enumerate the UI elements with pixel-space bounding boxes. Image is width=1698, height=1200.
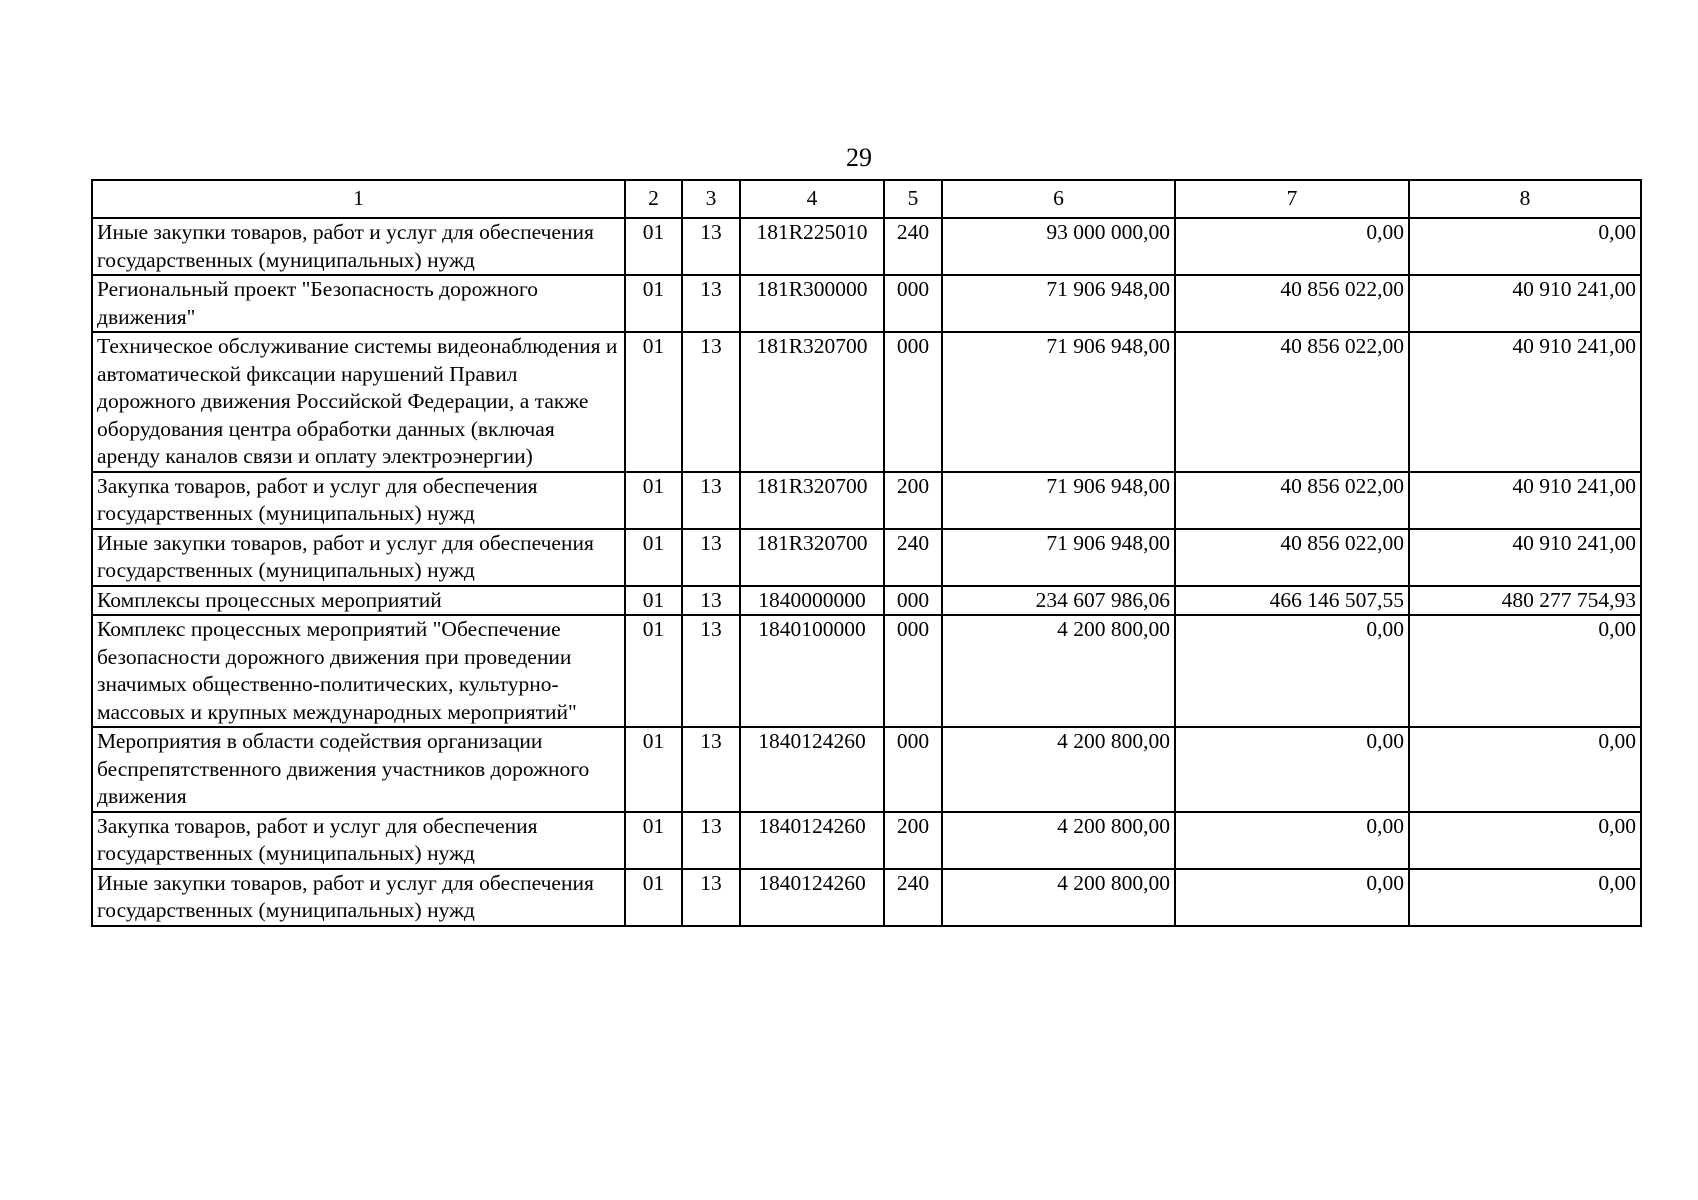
cell-expense-type: 000 [884, 727, 942, 812]
table-row [92, 869, 1641, 926]
cell-amount-col-8: 40 910 241,00 [1409, 472, 1641, 529]
cell-subsection: 13 [682, 275, 740, 332]
table-row [92, 275, 1641, 332]
header-col-3: 3 [682, 180, 740, 218]
cell-target-article: 1840000000 [740, 586, 884, 616]
row-name: Закупка товаров, работ и услуг для обеспечения государственных (муниципальных) нужд [92, 812, 625, 869]
cell-amount-col-8: 40 910 241,00 [1409, 275, 1641, 332]
cell-amount-col-8: 0,00 [1409, 727, 1641, 812]
cell-section: 01 [625, 472, 682, 529]
cell-expense-type: 240 [884, 529, 942, 586]
cell-target-article: 181R225010 [740, 218, 884, 275]
cell-amount-col-6: 4 200 800,00 [942, 727, 1175, 812]
row-name: Комплекс процессных мероприятий "Обеспечение безопасности дорожного движения при проведении значимых общественно-политических, культурно-массовых и крупных международных мероприятий" [92, 615, 625, 727]
table-row [92, 615, 1641, 727]
cell-subsection: 13 [682, 472, 740, 529]
header-col-2: 2 [625, 180, 682, 218]
cell-amount-col-6: 71 906 948,00 [942, 472, 1175, 529]
cell-subsection: 13 [682, 529, 740, 586]
cell-subsection: 13 [682, 869, 740, 926]
header-col-7: 7 [1175, 180, 1409, 218]
cell-amount-col-6: 71 906 948,00 [942, 275, 1175, 332]
row-name: Иные закупки товаров, работ и услуг для обеспечения государственных (муниципальных) нужд [92, 869, 625, 926]
cell-amount-col-7: 0,00 [1175, 869, 1409, 926]
cell-amount-col-6: 234 607 986,06 [942, 586, 1175, 616]
cell-section: 01 [625, 332, 682, 472]
cell-amount-col-7: 0,00 [1175, 218, 1409, 275]
header-row [92, 180, 1641, 218]
cell-section: 01 [625, 586, 682, 616]
row-name: Закупка товаров, работ и услуг для обеспечения государственных (муниципальных) нужд [92, 472, 625, 529]
cell-expense-type: 200 [884, 812, 942, 869]
cell-section: 01 [625, 615, 682, 727]
cell-target-article: 181R320700 [740, 472, 884, 529]
cell-amount-col-7: 40 856 022,00 [1175, 472, 1409, 529]
row-name: Комплексы процессных мероприятий [92, 586, 625, 616]
row-name: Мероприятия в области содействия организации беспрепятственного движения участников дорожного движения [92, 727, 625, 812]
page-number: 29 [846, 143, 872, 172]
cell-amount-col-7: 40 856 022,00 [1175, 275, 1409, 332]
header-col-8: 8 [1409, 180, 1641, 218]
cell-section: 01 [625, 869, 682, 926]
cell-subsection: 13 [682, 727, 740, 812]
cell-expense-type: 000 [884, 586, 942, 616]
table-row [92, 529, 1641, 586]
cell-amount-col-6: 71 906 948,00 [942, 332, 1175, 472]
table-body [92, 218, 1641, 926]
cell-subsection: 13 [682, 218, 740, 275]
header-col-6: 6 [942, 180, 1175, 218]
cell-amount-col-7: 466 146 507,55 [1175, 586, 1409, 616]
cell-target-article: 1840124260 [740, 812, 884, 869]
table-row [92, 332, 1641, 472]
table-row [92, 586, 1641, 616]
table-row [92, 218, 1641, 275]
cell-section: 01 [625, 275, 682, 332]
cell-amount-col-6: 4 200 800,00 [942, 869, 1175, 926]
cell-section: 01 [625, 218, 682, 275]
cell-amount-col-8: 480 277 754,93 [1409, 586, 1641, 616]
cell-target-article: 181R320700 [740, 529, 884, 586]
table-row [92, 812, 1641, 869]
cell-expense-type: 240 [884, 218, 942, 275]
header-col-1: 1 [92, 180, 625, 218]
cell-amount-col-6: 93 000 000,00 [942, 218, 1175, 275]
cell-amount-col-8: 40 910 241,00 [1409, 529, 1641, 586]
row-name: Иные закупки товаров, работ и услуг для обеспечения государственных (муниципальных) нужд [92, 529, 625, 586]
budget-table [91, 179, 1642, 927]
cell-target-article: 1840124260 [740, 869, 884, 926]
cell-amount-col-7: 0,00 [1175, 615, 1409, 727]
cell-amount-col-6: 4 200 800,00 [942, 615, 1175, 727]
cell-target-article: 181R320700 [740, 332, 884, 472]
cell-amount-col-7: 0,00 [1175, 812, 1409, 869]
cell-subsection: 13 [682, 332, 740, 472]
row-name: Техническое обслуживание системы видеонаблюдения и автоматической фиксации нарушений Правил дорожного движения Российской Федерации, а также оборудования центра обработки данных (включая аренду каналов связи и оплату электроэнергии) [92, 332, 625, 472]
header-col-4: 4 [740, 180, 884, 218]
table-row [92, 472, 1641, 529]
table-row [92, 727, 1641, 812]
cell-amount-col-8: 40 910 241,00 [1409, 332, 1641, 472]
row-name: Региональный проект "Безопасность дорожного движения" [92, 275, 625, 332]
cell-target-article: 1840124260 [740, 727, 884, 812]
table-header [92, 180, 1641, 218]
cell-amount-col-8: 0,00 [1409, 869, 1641, 926]
cell-amount-col-7: 40 856 022,00 [1175, 529, 1409, 586]
cell-amount-col-8: 0,00 [1409, 218, 1641, 275]
cell-amount-col-7: 0,00 [1175, 727, 1409, 812]
cell-section: 01 [625, 727, 682, 812]
cell-amount-col-6: 71 906 948,00 [942, 529, 1175, 586]
cell-subsection: 13 [682, 615, 740, 727]
cell-subsection: 13 [682, 812, 740, 869]
cell-target-article: 181R300000 [740, 275, 884, 332]
cell-subsection: 13 [682, 586, 740, 616]
cell-section: 01 [625, 812, 682, 869]
cell-target-article: 1840100000 [740, 615, 884, 727]
cell-amount-col-6: 4 200 800,00 [942, 812, 1175, 869]
cell-expense-type: 000 [884, 332, 942, 472]
cell-amount-col-8: 0,00 [1409, 812, 1641, 869]
header-col-5: 5 [884, 180, 942, 218]
cell-expense-type: 000 [884, 615, 942, 727]
cell-amount-col-7: 40 856 022,00 [1175, 332, 1409, 472]
cell-expense-type: 200 [884, 472, 942, 529]
cell-expense-type: 000 [884, 275, 942, 332]
cell-expense-type: 240 [884, 869, 942, 926]
cell-section: 01 [625, 529, 682, 586]
row-name: Иные закупки товаров, работ и услуг для обеспечения государственных (муниципальных) нужд [92, 218, 625, 275]
cell-amount-col-8: 0,00 [1409, 615, 1641, 727]
